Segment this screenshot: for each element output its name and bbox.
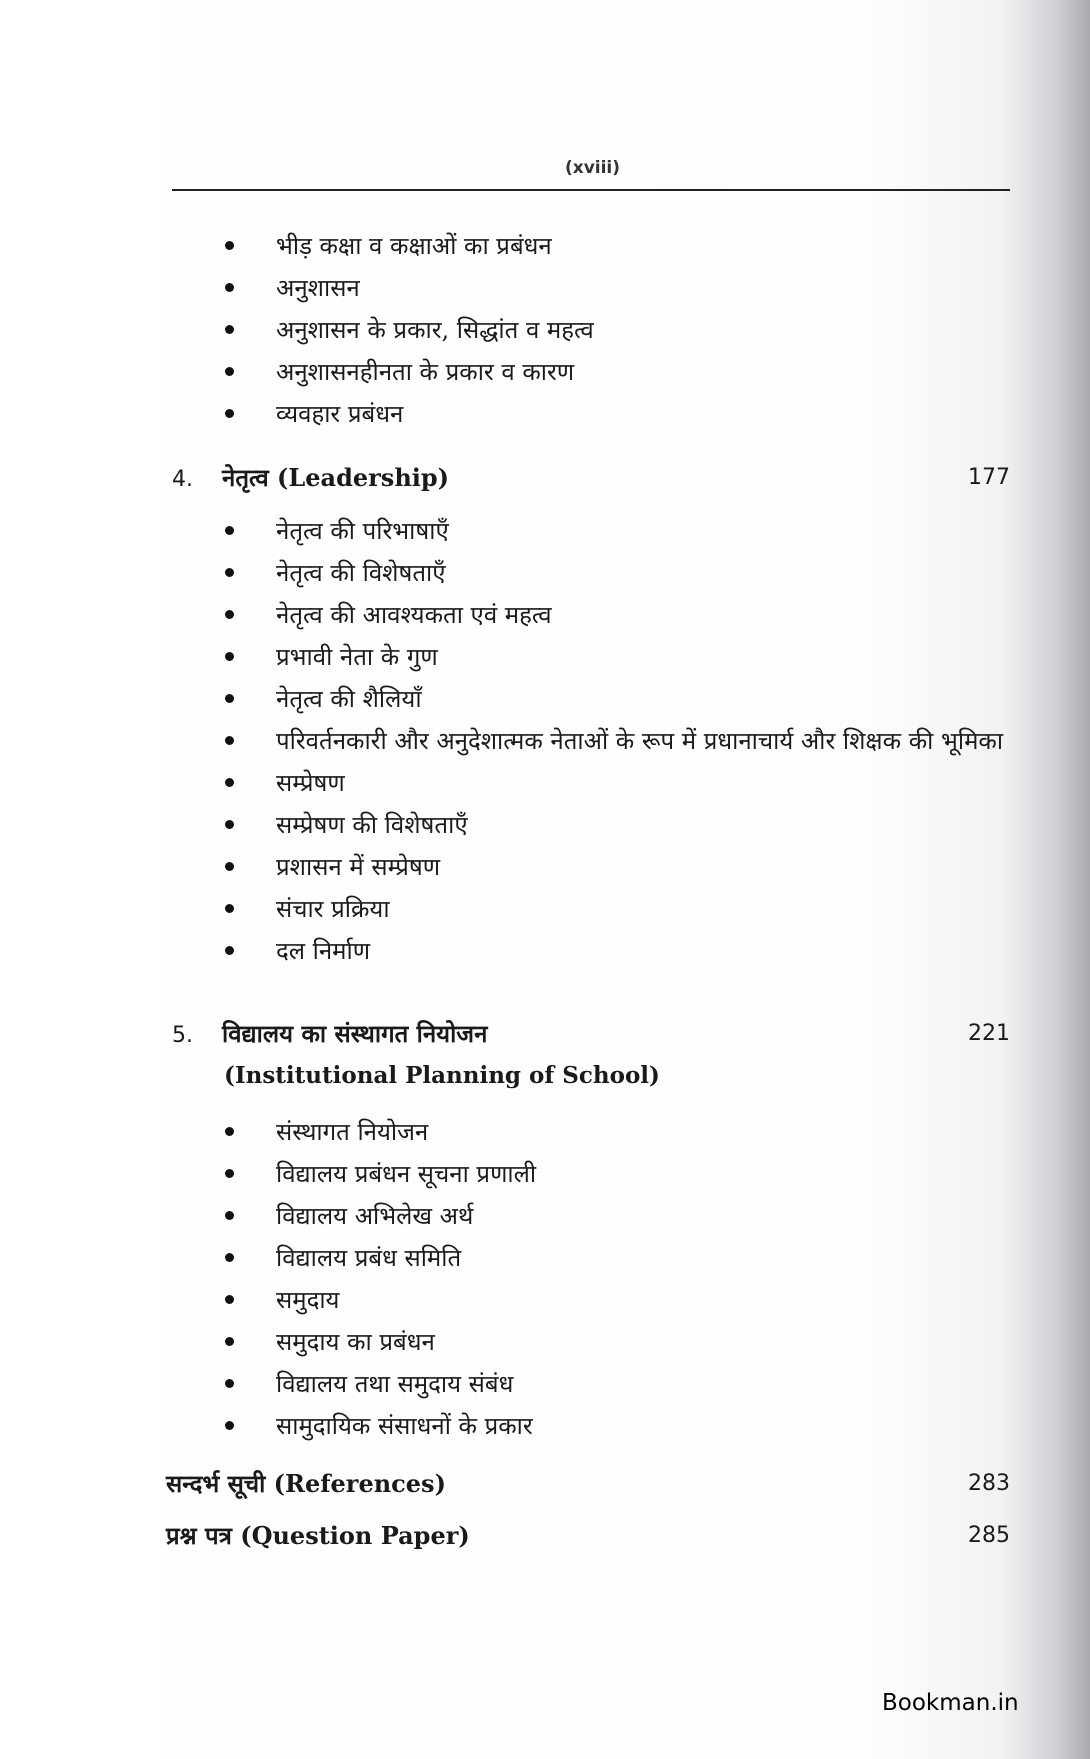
chapter-subtitle: (Institutional Planning of School) [224, 1062, 660, 1089]
bullet-icon [225, 1421, 234, 1430]
chapter-title: विद्यालय का संस्थागत नियोजन [222, 1019, 488, 1048]
entry-page-number: 285 [968, 1523, 1010, 1548]
list-item: प्रभावी नेता के गुण [222, 636, 1022, 678]
bullet-icon [225, 1253, 234, 1262]
bullet-icon [225, 946, 234, 955]
bullet-icon [225, 325, 234, 334]
list-item: नेतृत्व की विशेषताएँ [222, 552, 1022, 594]
bullet-icon [225, 409, 234, 418]
chapter-4-heading [172, 462, 1010, 496]
bullet-icon [225, 241, 234, 250]
list-item: समुदाय का प्रबंधन [222, 1321, 1022, 1363]
list-item: संस्थागत नियोजन [222, 1111, 1022, 1153]
bullet-icon [225, 283, 234, 292]
entry-page-number: 283 [968, 1471, 1010, 1496]
list-item: विद्यालय प्रबंधन सूचना प्रणाली [222, 1153, 1022, 1195]
list-item: अनुशासन [222, 267, 1022, 309]
list-item: प्रशासन में सम्प्रेषण [222, 846, 1022, 888]
list-item: नेतृत्व की परिभाषाएँ [222, 510, 1022, 552]
bullet-icon [225, 694, 234, 703]
list-item: दल निर्माण [222, 930, 1022, 972]
chapter-page-number: 221 [968, 1021, 1010, 1046]
bullet-icon [225, 1337, 234, 1346]
question-paper-entry [166, 1520, 1010, 1552]
page-number-header: (xviii) [564, 158, 621, 178]
header-rule [172, 189, 1010, 191]
bullet-icon [225, 778, 234, 787]
list-item: सम्प्रेषण [222, 762, 1022, 804]
bullet-icon [225, 862, 234, 871]
chapter-5-topic-list [222, 1111, 1022, 1447]
bullet-icon [225, 1295, 234, 1304]
list-item: भीड़ कक्षा व कक्षाओं का प्रबंधन [222, 225, 1022, 267]
list-item: नेतृत्व की शैलियाँ [222, 678, 1022, 720]
chapter-number: 5. [172, 1023, 193, 1048]
list-item: सम्प्रेषण की विशेषताएँ [222, 804, 1022, 846]
bullet-icon [225, 568, 234, 577]
references-entry [166, 1468, 1010, 1500]
list-item: परिवर्तनकारी और अनुदेशात्मक नेताओं के रूप में प्रधानाचार्य और शिक्षक की भूमिका [222, 720, 1022, 762]
chapter-page-number: 177 [968, 465, 1010, 490]
bullet-icon [225, 526, 234, 535]
chapter-4-topic-list [222, 510, 1022, 972]
list-item: विद्यालय अभिलेख अर्थ [222, 1195, 1022, 1237]
bullet-icon [225, 736, 234, 745]
list-item: संचार प्रक्रिया [222, 888, 1022, 930]
watermark-text: Bookman.in [882, 1690, 1019, 1716]
entry-title: सन्दर्भ सूची (References) [166, 1469, 446, 1498]
intro-topic-list [222, 225, 1022, 435]
bullet-icon [225, 1379, 234, 1388]
bullet-icon [225, 1169, 234, 1178]
bullet-icon [225, 1127, 234, 1136]
entry-title: प्रश्न पत्र (Question Paper) [166, 1521, 470, 1550]
list-item: अनुशासन के प्रकार, सिद्धांत व महत्व [222, 309, 1022, 351]
chapter-title: नेतृत्व (Leadership) [222, 463, 450, 492]
list-item: सामुदायिक संसाधनों के प्रकार [222, 1405, 1022, 1447]
list-item: समुदाय [222, 1279, 1022, 1321]
list-item: विद्यालय तथा समुदाय संबंध [222, 1363, 1022, 1405]
bullet-icon [225, 904, 234, 913]
chapter-number: 4. [172, 467, 193, 492]
bullet-icon [225, 652, 234, 661]
list-item: व्यवहार प्रबंधन [222, 393, 1022, 435]
bullet-icon [225, 610, 234, 619]
bullet-icon [225, 820, 234, 829]
bullet-icon [225, 1211, 234, 1220]
list-item: विद्यालय प्रबंध समिति [222, 1237, 1022, 1279]
list-item: नेतृत्व की आवश्यकता एवं महत्व [222, 594, 1022, 636]
bullet-icon [225, 367, 234, 376]
chapter-5-heading [172, 1018, 1010, 1052]
list-item: अनुशासनहीनता के प्रकार व कारण [222, 351, 1022, 393]
